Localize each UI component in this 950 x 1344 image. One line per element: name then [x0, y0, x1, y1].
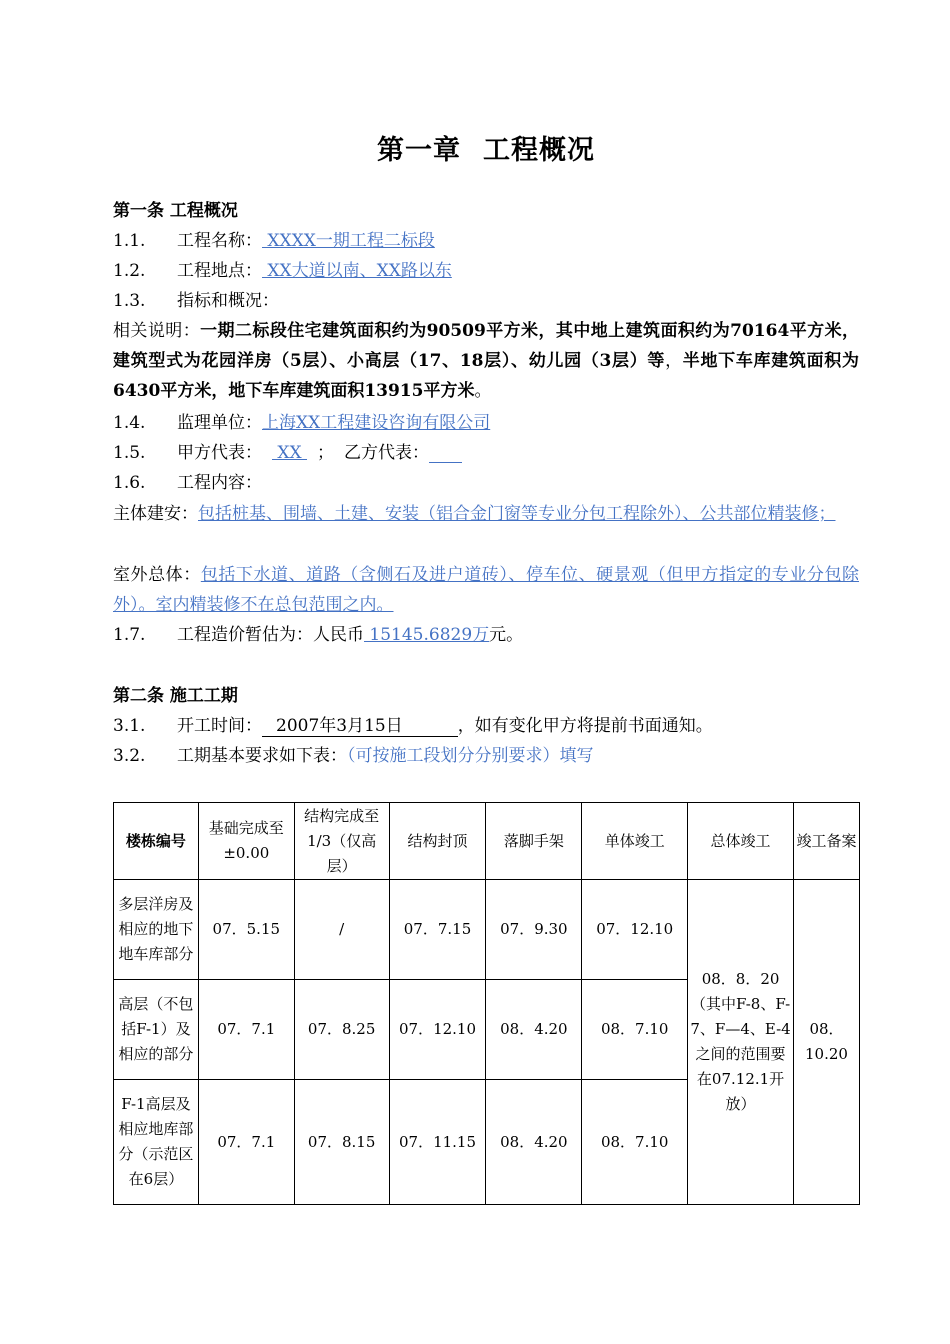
main-construction	[113, 499, 859, 529]
item-label: 指标和概况：	[177, 291, 279, 311]
start-date-field[interactable]: 2007年3月15日	[262, 716, 458, 737]
separator: ；	[317, 443, 335, 463]
item-1-1	[113, 231, 435, 251]
chapter-name: 工程概况	[483, 135, 595, 166]
overall-completion-cell: 08．8．20（其中F-8、F-7、F—4、E-4之间的范围要在07.12.1开放）	[688, 880, 794, 1205]
item-1-5	[113, 443, 462, 463]
item-label: 开工时间：	[177, 716, 262, 736]
item-label: 工程地点：	[177, 261, 262, 281]
table-cell: 07．12.10	[582, 880, 688, 980]
outdoor-works-label: 室外总体：	[113, 565, 201, 585]
item-number: 1.4.	[113, 413, 146, 433]
item-label: 工程内容：	[177, 473, 262, 493]
item-label: 工期基本要求如下表：	[177, 746, 347, 766]
item-1-4	[113, 413, 490, 433]
item-label: 甲方代表：	[177, 443, 262, 463]
main-construction-field[interactable]: 包括桩基、围墙、土建、安装（铝合金门窗等专业分包工程除外）、公共部位精装修；	[198, 504, 836, 524]
item-number: 1.7.	[113, 625, 146, 645]
item-1-3	[113, 291, 279, 311]
project-description	[113, 316, 859, 406]
description-text: 一期二标段住宅建筑面积约为90509平方米，其中地上建筑面积约为70164平方米，建筑型式为花园洋房（5层）、小高层（17、18层）、幼儿园（3层）等	[113, 321, 859, 371]
header-overall-completion: 总体竣工	[688, 803, 794, 880]
header-foundation: 基础完成至±0.00	[198, 803, 294, 880]
item-3-2	[113, 746, 594, 766]
chapter-number: 第一章	[377, 135, 461, 166]
header-structure-third: 结构完成至1/3（仅高层）	[294, 803, 389, 880]
item-number: 1.6.	[113, 473, 146, 493]
fill-note: （可按施工段划分分别要求）填写	[347, 746, 594, 766]
supervisor-field[interactable]: 上海XX工程建设咨询有限公司	[262, 413, 491, 433]
description-end: 。	[474, 381, 492, 401]
item-1-6	[113, 473, 262, 493]
outdoor-works-field[interactable]: 包括下水道、道路（含侧石及进户道砖）、停车位、硬景观（但甲方指定的专业分包除外）。室内精装修不在总包范围之内。	[113, 565, 860, 615]
item-1-2	[113, 261, 452, 281]
cost-unit: 元。	[489, 625, 524, 645]
item-number: 1.1.	[113, 231, 146, 251]
table-cell: 07．7.1	[198, 1080, 294, 1205]
project-name-field[interactable]: XXXX一期工程二标段	[262, 231, 435, 251]
cost-estimate-field[interactable]: 15145.6829万	[364, 625, 490, 645]
table-cell: 08．4.20	[486, 1080, 582, 1205]
table-header-row	[114, 803, 860, 880]
table-cell: 07．9.30	[486, 880, 582, 980]
item-suffix: ，如有变化甲方将提前书面通知。	[457, 716, 713, 736]
header-topping-out: 结构封顶	[389, 803, 486, 880]
item-label-2: 乙方代表：	[344, 443, 430, 463]
main-construction-label: 主体建安：	[113, 504, 198, 524]
item-number: 1.2.	[113, 261, 146, 281]
chapter-title	[0, 128, 950, 167]
item-number: 1.5.	[113, 443, 146, 463]
schedule-table	[113, 802, 860, 1205]
table-cell: 07．12.10	[389, 980, 486, 1080]
item-number: 3.2.	[113, 746, 146, 766]
table-cell: 07．7.15	[389, 880, 486, 980]
description-separator: ，	[665, 351, 683, 371]
table-cell: 08．7.10	[582, 980, 688, 1080]
item-label: 工程造价暂估为：人民币	[177, 625, 364, 645]
item-label: 监理单位：	[177, 413, 262, 433]
table-cell: 07．8.15	[294, 1080, 389, 1205]
item-number: 1.3.	[113, 291, 146, 311]
description-text-2: 半地下车库建筑面积为6430平方米，地下车库建筑面积13915平方米	[113, 351, 859, 401]
table-row	[114, 880, 860, 980]
table-cell: 07．5.15	[198, 880, 294, 980]
party-a-rep-field[interactable]: XX	[272, 443, 308, 463]
header-building: 楼栋编号	[114, 803, 199, 880]
description-label: 相关说明：	[113, 321, 201, 341]
outdoor-works	[113, 560, 859, 620]
header-unit-completion: 单体竣工	[582, 803, 688, 880]
table-cell: 07．7.1	[198, 980, 294, 1080]
header-completion-record: 竣工备案	[794, 803, 860, 880]
table-cell: 08．7.10	[582, 1080, 688, 1205]
row-building-name: F-1高层及相应地库部分（示范区在6层）	[114, 1080, 199, 1205]
item-number: 3.1.	[113, 716, 146, 736]
row-building-name: 高层（不包括F-1）及相应的部分	[114, 980, 199, 1080]
project-location-field[interactable]: XX大道以南、XX路以东	[262, 261, 452, 281]
table-cell: /	[294, 880, 389, 980]
header-scaffold: 落脚手架	[486, 803, 582, 880]
item-3-1	[113, 716, 713, 737]
item-1-7	[113, 625, 523, 645]
table-cell: 07．8.25	[294, 980, 389, 1080]
item-label: 工程名称：	[177, 231, 262, 251]
party-b-rep-field[interactable]	[429, 444, 462, 463]
completion-record-cell: 08．10.20	[794, 880, 860, 1205]
article1-heading: 第一条 工程概况	[113, 201, 238, 221]
table-cell: 08．4.20	[486, 980, 582, 1080]
table-cell: 07．11.15	[389, 1080, 486, 1205]
row-building-name: 多层洋房及相应的地下地车库部分	[114, 880, 199, 980]
article2-heading: 第二条 施工工期	[113, 686, 238, 706]
